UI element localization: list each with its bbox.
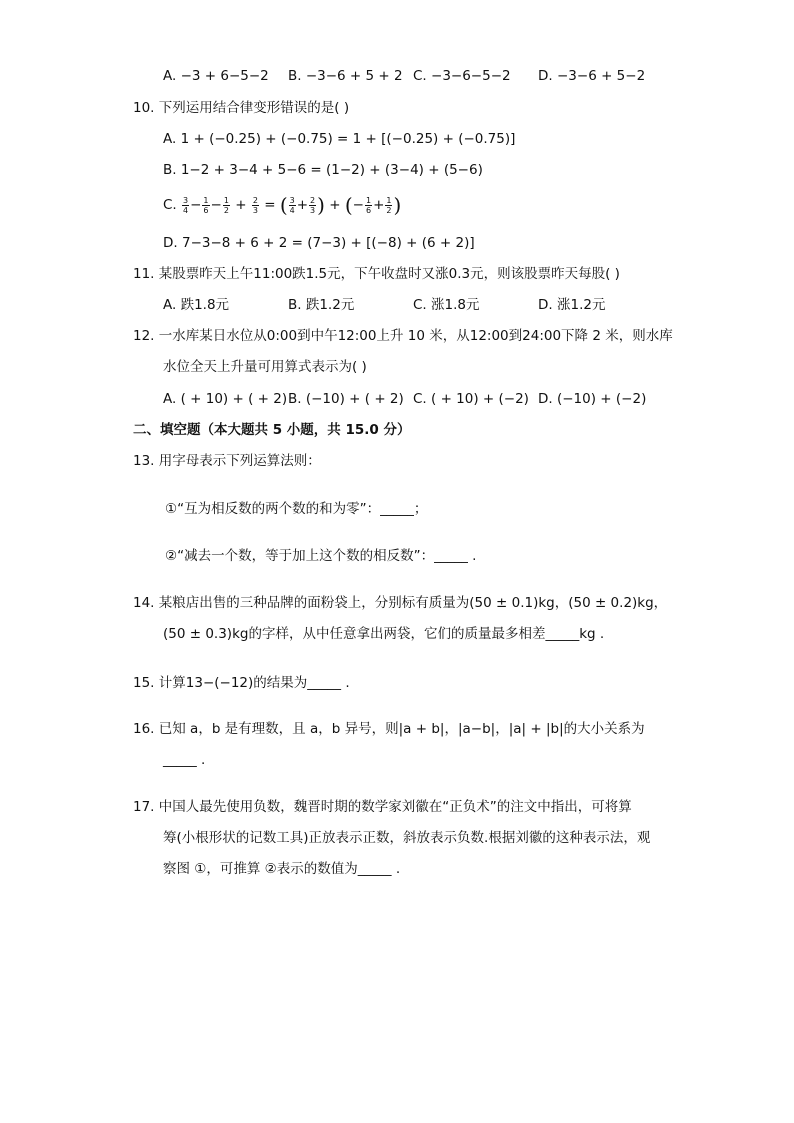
- q9-option-c: C. −3−6−5−2: [413, 68, 511, 84]
- q12-option-c: C. ( + 10) + (−2): [413, 391, 529, 407]
- q17-line2: 筹(小根形状的记数工具)正放表示正数，斜放表示负数.根据刘徽的这种表示法，观: [163, 830, 651, 846]
- q11-option-c: C. 涨1.8元: [413, 297, 480, 313]
- q10-option-c: C. $\frac{3}{4}$ − $\frac{1}{6}$ − $\frac{1}{2}$ + $\frac{2}{3}$ = ( $\frac{3}{4}$ + $\frac{2}{3}$ ) + (− $\frac{1}{6}$ + $\frac{1}{2}$ ): [163, 193, 402, 217]
- q14-line2: (50 ± 0.3)kg的字样，从中任意拿出两袋，它们的质量最多相差_____kg .: [163, 626, 605, 642]
- q12-option-b: B. (−10) + ( + 2): [288, 391, 404, 407]
- fraction: $\frac{2}{3}$: [310, 195, 316, 215]
- q10-option-a: A. 1 + (−0.25) + (−0.75) = 1 + [(−0.25) + (−0.75)]: [163, 131, 516, 147]
- q10-option-c-label: C.: [163, 197, 177, 213]
- q11-stem: 11. 某股票昨天上午11:00跌1.5元，下午收盘时又涨0.3元，则该股票昨天每股( ): [133, 266, 620, 282]
- q11-option-a: A. 跌1.8元: [163, 297, 230, 313]
- fraction: $\frac{1}{2}$: [223, 195, 229, 215]
- section-heading-fill-in: 二、填空题（本大题共 5 小题，共 15.0 分）: [133, 422, 411, 438]
- q12-option-a: A. ( + 10) + ( + 2): [163, 391, 288, 407]
- q10-option-d: D. 7−3−8 + 6 + 2 = (7−3) + [(−8) + (6 + 2)]: [163, 235, 475, 251]
- q11-option-b: B. 跌1.2元: [288, 297, 355, 313]
- fraction: $\frac{1}{6}$: [203, 195, 209, 215]
- q17-line1: 17. 中国人最先使用负数，魏晋时期的数学家刘徽在“正负术”的注文中指出，可将算: [133, 799, 632, 815]
- q13-sub-2: ②“减去一个数，等于加上这个数的相反数”：_____ .: [165, 548, 477, 564]
- q15-stem: 15. 计算13−(−12)的结果为_____ .: [133, 675, 350, 691]
- q9-option-a: A. −3 + 6−5−2: [163, 68, 269, 84]
- q16-line2: _____ .: [163, 752, 206, 768]
- q13-stem: 13. 用字母表示下列运算法则：: [133, 453, 321, 469]
- fraction: $\frac{2}{3}$: [252, 195, 258, 215]
- q12-stem-line1: 12. 一水库某日水位从0:00到中午12:00上升 10 米，从12:00到24:00下降 2 米，则水库: [133, 328, 673, 344]
- q9-option-d: D. −3−6 + 5−2: [538, 68, 646, 84]
- q12-option-d: D. (−10) + (−2): [538, 391, 647, 407]
- q10-option-b: B. 1−2 + 3−4 + 5−6 = (1−2) + (3−4) + (5−6): [163, 162, 483, 178]
- q13-sub-1: ①“互为相反数的两个数的和为零”：_____；: [165, 501, 428, 517]
- q10-stem: 10. 下列运用结合律变形错误的是( ): [133, 100, 350, 116]
- q9-option-b: B. −3−6 + 5 + 2: [288, 68, 403, 84]
- q12-stem-line2: 水位全天上升量可用算式表示为( ): [163, 359, 367, 375]
- q14-line1: 14. 某粮店出售的三种品牌的面粉袋上，分别标有质量为(50 ± 0.1)kg，(50 ± 0.2)kg，: [133, 595, 668, 611]
- fraction: $\frac{3}{4}$: [289, 195, 295, 215]
- fraction: $\frac{3}{4}$: [183, 195, 189, 215]
- fraction: $\frac{1}{6}$: [365, 195, 372, 215]
- q17-line3: 察图 ①，可推算 ②表示的数值为_____ .: [163, 861, 401, 877]
- fraction: $\frac{1}{2}$: [386, 195, 392, 215]
- q11-option-d: D. 涨1.2元: [538, 297, 606, 313]
- q16-line1: 16. 已知 a，b 是有理数，且 a，b 异号，则|a + b|，|a−b|，|a| + |b|的大小关系为: [133, 721, 645, 737]
